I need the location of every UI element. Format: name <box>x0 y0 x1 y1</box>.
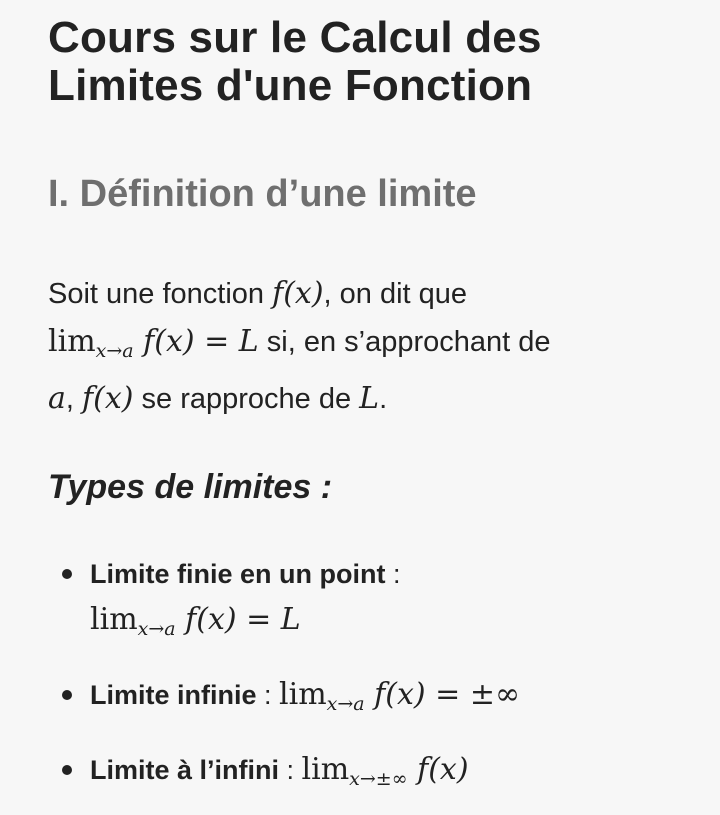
document-page <box>48 14 688 815</box>
math-fx-2: f(x) <box>82 381 134 416</box>
intro-text-4: , <box>65 383 83 415</box>
math-lim-subscript: x→a <box>137 618 176 640</box>
math-lim-subscript: x→a <box>95 340 134 362</box>
math-lim: lim <box>279 677 327 712</box>
bullet-icon <box>62 569 72 579</box>
math-lim-subscript: x→a <box>326 693 365 715</box>
math-limit-equation: f(x) = L <box>133 324 259 359</box>
bullet-icon <box>62 690 72 700</box>
math-lim: lim <box>301 752 350 787</box>
math-fx: f(x) <box>272 276 324 311</box>
list-item-separator: : <box>279 755 302 785</box>
math-expression: f(x) <box>407 752 469 787</box>
list-item-finite-limit <box>48 551 688 652</box>
math-a: a <box>48 381 66 416</box>
intro-text-3: si, en s’approchant de <box>258 326 551 358</box>
list-item-label: Limite finie en un point <box>90 559 386 589</box>
math-expression: f(x) = L <box>175 602 301 637</box>
list-item-separator: : <box>256 680 280 710</box>
intro-text-5: se rapproche de <box>133 383 360 415</box>
list-item-infinite-limit <box>48 672 688 727</box>
intro-text-1: Soit une fonction <box>48 278 273 310</box>
math-lim: lim <box>48 324 96 359</box>
list-item-label: Limite à l’infini <box>90 755 280 785</box>
intro-text-2: , on dit que <box>323 278 468 310</box>
math-expression: f(x) = ±∞ <box>364 677 520 712</box>
list-item-label: Limite infinie <box>90 680 257 710</box>
definition-paragraph <box>48 270 688 423</box>
bullet-icon <box>62 765 72 775</box>
list-item-separator: : <box>385 559 401 589</box>
section-heading-definition: I. Définition d’une limite <box>48 173 477 215</box>
math-L: L <box>359 381 380 416</box>
limit-types-list <box>48 551 688 802</box>
page-title: Cours sur le Calcul des Limites d'une Fonction <box>48 13 542 110</box>
intro-text-6: . <box>379 383 388 415</box>
types-heading: Types de limites : <box>48 468 333 506</box>
list-item-limit-at-infinity <box>48 747 688 802</box>
math-lim: lim <box>90 602 138 637</box>
math-lim-subscript: x→±∞ <box>349 768 408 790</box>
